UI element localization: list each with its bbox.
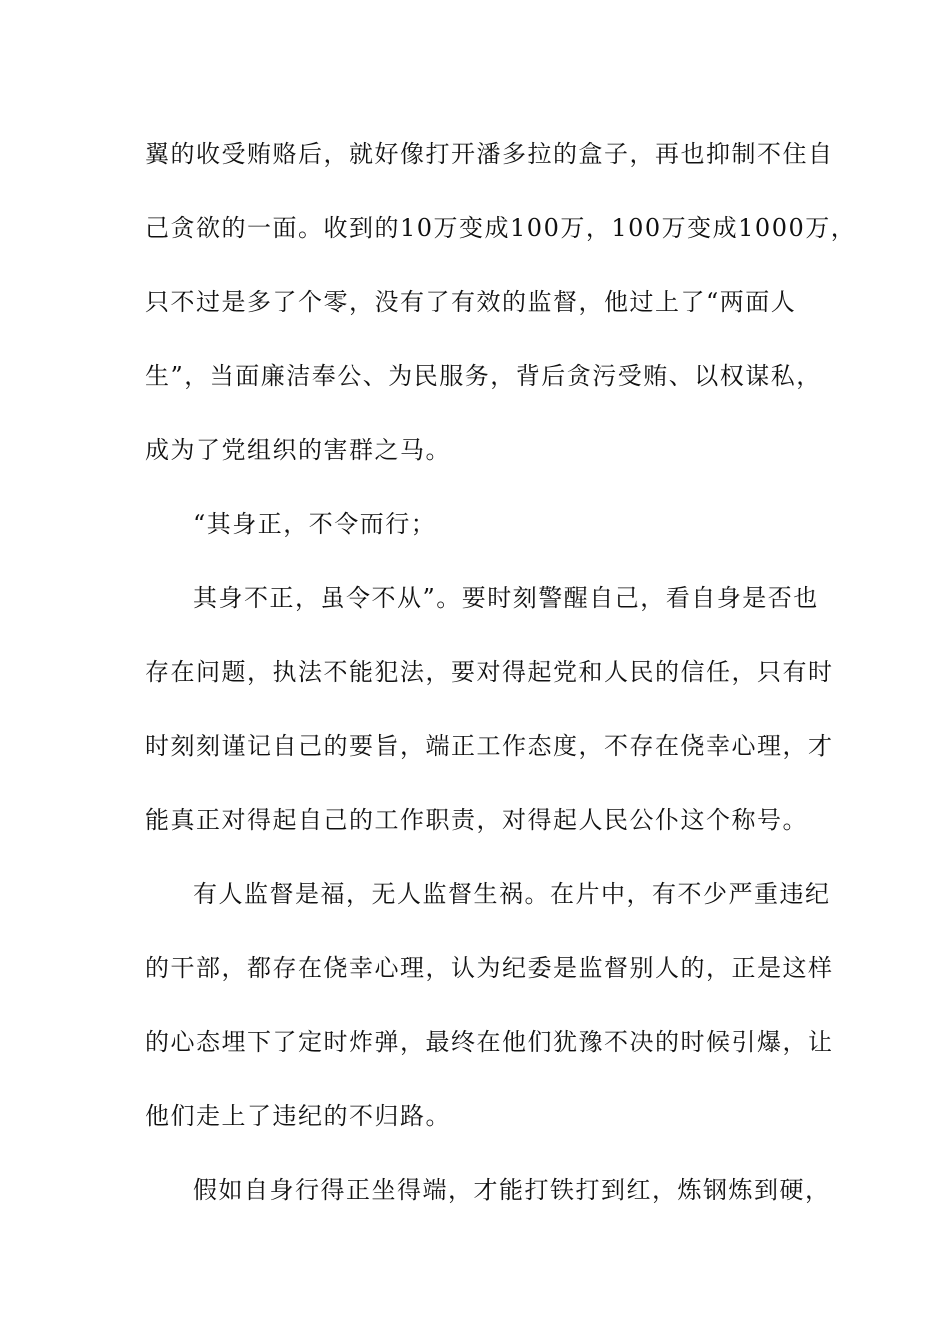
text-line-5: 成为了党组织的害群之马。	[145, 436, 451, 464]
text-line-7: 其身不正，虽令不从”。要时刻警醒自己，看自身是否也	[193, 584, 819, 612]
text-line-1: 翼的收受贿赂后，就好像打开潘多拉的盒子，再也抑制不住自	[145, 140, 834, 168]
text-line-6: “其身正，不令而行；	[193, 510, 437, 538]
text-line-14: 他们走上了违纪的不归路。	[145, 1102, 451, 1130]
text-line-9: 时刻刻谨记自己的要旨，端正工作态度，不存在侥幸心理，才	[145, 732, 834, 760]
text-line-13: 的心态埋下了定时炸弹，最终在他们犹豫不决的时候引爆，让	[145, 1028, 834, 1056]
text-line-12: 的干部，都存在侥幸心理，认为纪委是监督别人的，正是这样	[145, 954, 834, 982]
text-line-2: 己贪欲的一面。收到的10万变成100万，100万变成1000万，	[145, 214, 857, 242]
text-line-3: 只不过是多了个零，没有了有效的监督，他过上了“两面人	[145, 288, 797, 316]
text-line-8: 存在问题，执法不能犯法，要对得起党和人民的信任，只有时	[145, 658, 834, 686]
text-line-4: 生”，当面廉洁奉公、为民服务，背后贪污受贿、以权谋私，	[145, 362, 822, 390]
text-line-10: 能真正对得起自己的工作职责，对得起人民公仆这个称号。	[145, 806, 808, 834]
text-line-11: 有人监督是福，无人监督生祸。在片中，有不少严重违纪	[193, 880, 831, 908]
text-line-15: 假如自身行得正坐得端，才能打铁打到红，炼钢炼到硬，	[193, 1176, 831, 1204]
